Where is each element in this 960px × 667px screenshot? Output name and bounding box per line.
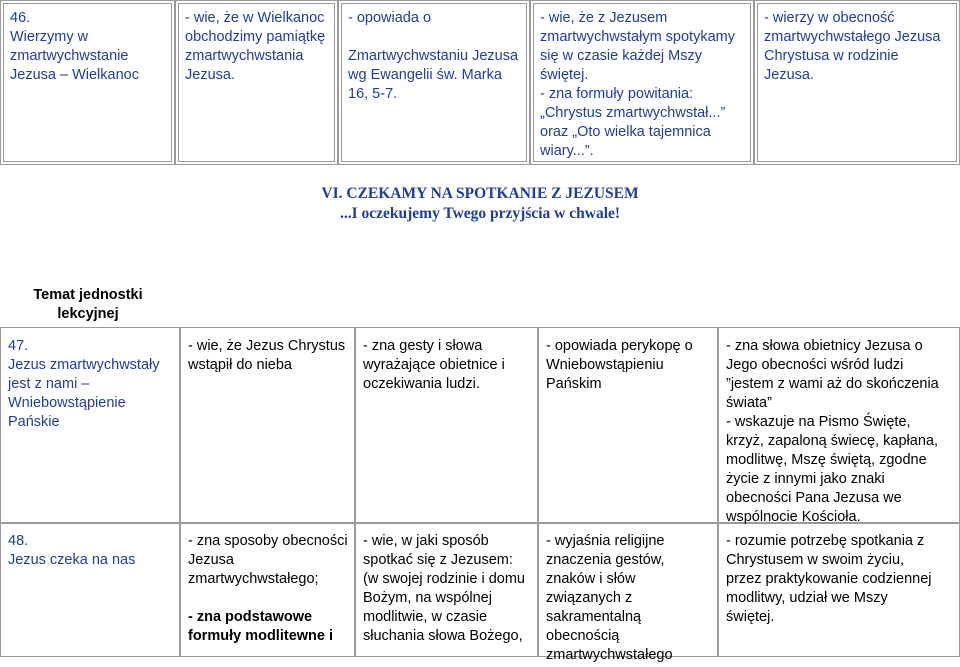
lesson-48-prayers: - zna podstawowe formuły modlitewne i xyxy=(188,609,334,644)
lesson-46-meeting: - wie, że z Jezusem zmartwychwstałym spotykamy się w czasie każdej Mszy świętej. - zna formuły powitania: „Chrystus zmartwychwstał...” oraz „Oto wielka tajemnica wiary...”. xyxy=(540,10,735,159)
section-subtitle: ...I oczekujemy Twego przyjścia w chwale! xyxy=(339,205,621,222)
lesson-48-topic: 48. Jezus czeka na nas xyxy=(8,533,136,568)
lesson-47-narration: - opowiada perykopę o Wniebowstąpieniu Pańskim xyxy=(546,338,693,392)
lesson-46-narration-a: - opowiada o xyxy=(348,10,432,26)
lesson-46-topic: 46. Wierzymy w zmartwychwstanie Jezusa – Wielkanoc xyxy=(10,10,139,83)
section-title: VI. CZEKAMY NA SPOTKANIE Z JEZUSEM xyxy=(321,185,639,202)
lesson-47-promise: - zna słowa obietnicy Jezusa o Jego obecności wśród ludzi ”jestem z wami aż do skończenia świata” - wskazuje na Pismo Święte, krzyż, zapaloną świecę, kapłana, modlitwę, Mszę świętą, zgodne życie z innymi jako znaki obecności Pana Jezusa we wspólnocie Kościoła. xyxy=(726,338,939,525)
lesson-46-belief: - wierzy w obecność zmartwychwstałego Jezusa Chrystusa w rodzinie Jezusa. xyxy=(764,10,941,83)
lesson-48-understanding: - rozumie potrzebę spotkania z Chrystusem w swoim życiu, przez praktykowanie codziennej modlitwy, udział we Mszy świętej. xyxy=(726,533,932,625)
lesson-48-signs: - wyjaśnia religijne znaczenia gestów, znaków i słów związanych z sakramentalną obecnością zmartwychwstałego xyxy=(546,533,673,663)
column-header-topic: Temat jednostki lekcyjnej xyxy=(33,287,143,322)
lesson-47-topic: 47. Jezus zmartwychwstały jest z nami – Wniebowstąpienie Pańskie xyxy=(8,338,160,430)
lesson-46-narration-b: Zmartwychwstaniu Jezusa wg Ewangelii św. Marka 16, 5-7. xyxy=(348,48,519,102)
lesson-47-knowledge: - wie, że Jezus Chrystus wstąpił do nieba xyxy=(188,338,346,373)
lesson-48-presence: - zna sposoby obecności Jezusa zmartwychwstałego; xyxy=(188,533,348,587)
lesson-46-knowledge: - wie, że w Wielkanoc obchodzimy pamiątkę zmartwychwstania Jezusa. xyxy=(185,10,326,83)
lesson-47-gestures: - zna gesty i słowa wyrażające obietnice i oczekiwania ludzi. xyxy=(363,338,505,392)
lesson-48-meeting: - wie, w jaki sposób spotkać się z Jezusem: (w swojej rodzinie i domu Bożym, na wspólnej modlitwie, w czasie słuchania słowa Bożego, xyxy=(363,533,525,644)
